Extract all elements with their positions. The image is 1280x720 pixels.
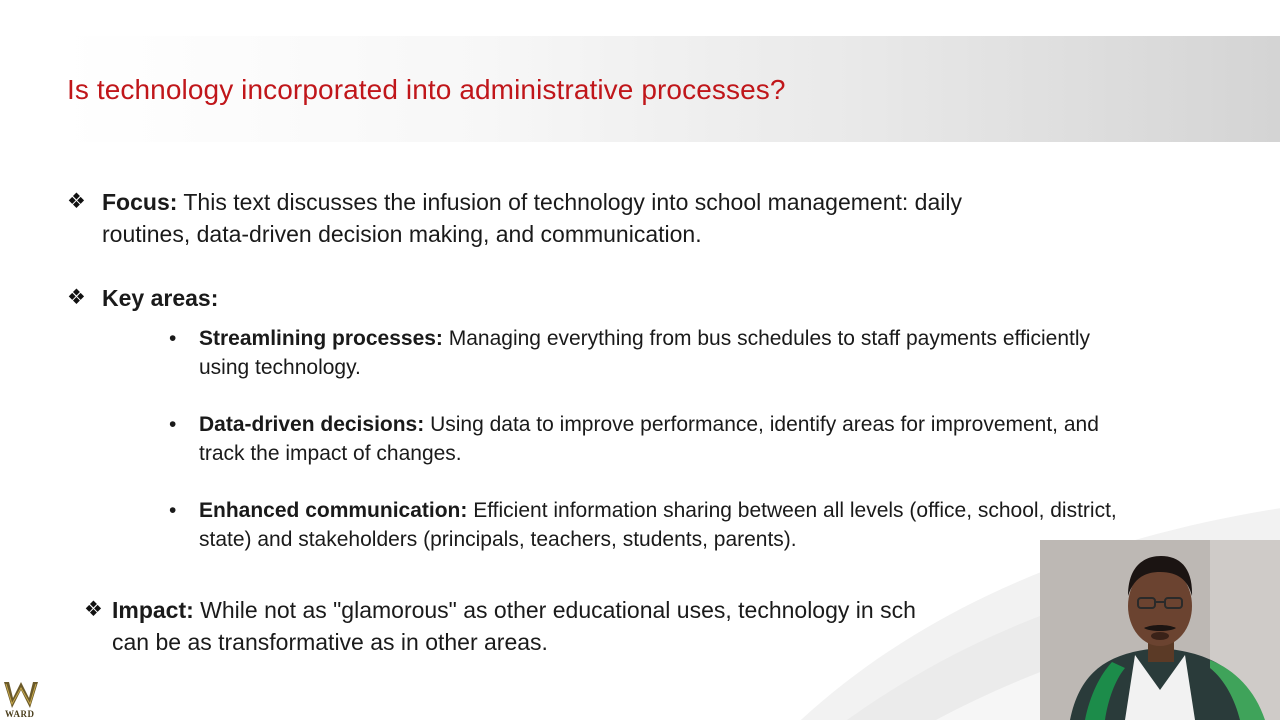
key-areas-point <box>67 282 467 316</box>
impact-text-line1: While not as "glamorous" as other educational uses, technology in sch <box>193 597 916 623</box>
item-text-line2: using technology. <box>199 356 361 379</box>
impact-point <box>84 594 1044 664</box>
item-text-line1: Managing everything from bus schedules to staff payments efficiently <box>442 327 1090 350</box>
focus-point <box>67 186 1167 256</box>
diamond-bullet-icon: ❖ <box>84 598 103 621</box>
presenter-webcam <box>1040 540 1280 720</box>
item-label: Data-driven decisions: <box>199 413 425 436</box>
item-text-line1: Efficient information sharing between all levels (office, school, district, <box>467 499 1117 522</box>
item-label: Streamlining processes: <box>199 327 443 350</box>
bullet-dot-icon: • <box>169 327 177 350</box>
diamond-bullet-icon: ❖ <box>67 190 86 213</box>
impact-label: Impact: <box>112 597 194 623</box>
item-text-line2: state) and stakeholders (principals, teachers, students, parents). <box>199 528 797 551</box>
slide-title: Is technology incorporated into administrative processes? <box>67 74 786 105</box>
impact-text-line2: can be as transformative as in other areas. <box>112 629 548 655</box>
logo-text: WARD <box>5 709 35 719</box>
diamond-bullet-icon: ❖ <box>67 286 86 309</box>
item-text-line1: Using data to improve performance, identify areas for improvement, and <box>424 413 1099 436</box>
focus-text-line2: routines, data-driven decision making, and communication. <box>102 221 702 247</box>
focus-text-line1: This text discusses the infusion of technology into school management: daily <box>177 189 962 215</box>
presenter-video-icon <box>1040 540 1280 720</box>
item-label: Enhanced communication: <box>199 499 468 522</box>
focus-label: Focus: <box>102 189 178 215</box>
key-areas-label: Key areas: <box>102 285 219 311</box>
bullet-dot-icon: • <box>169 499 177 522</box>
ward-logo <box>2 680 40 720</box>
item-text-line2: track the impact of changes. <box>199 442 462 465</box>
bullet-dot-icon: • <box>169 413 177 436</box>
